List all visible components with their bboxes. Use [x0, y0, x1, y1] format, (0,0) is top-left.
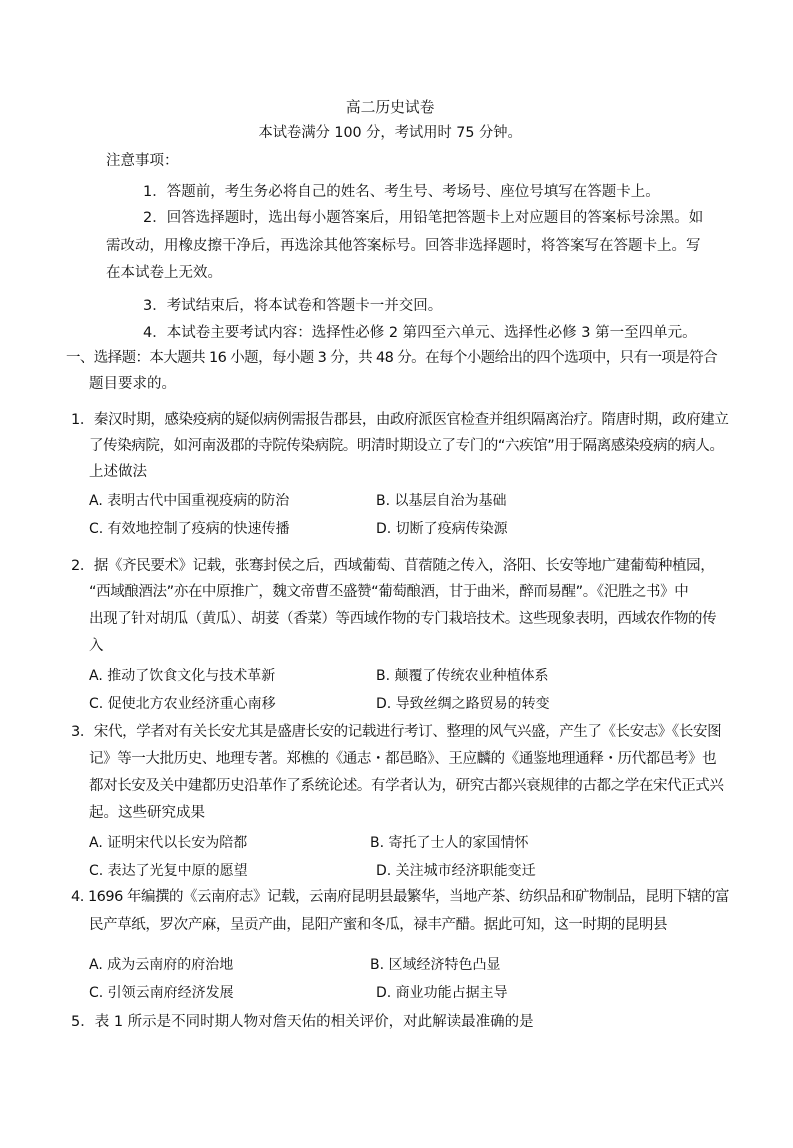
page-subtitle: 本试卷满分 100 分，考试用时 75 分钟。: [258, 125, 522, 141]
option-b[interactable]: B. 寄托了士人的家国情怀: [370, 835, 529, 851]
notice-line: 在本试卷上无效。: [106, 265, 222, 281]
question-text: 记》等一大批历史、地理专著。郑樵的《通志・都邑略》、王应麟的《通鉴地理通释・历代都邑考》也: [89, 751, 717, 767]
option-a[interactable]: A. 证明宋代以长安为陪都: [89, 835, 248, 851]
section-heading: 题目要求的。: [89, 376, 176, 392]
question-text: 了传染病院，如河南汲郡的寺院传染病院。明清时期设立了专门的“六疾馆”用于隔离感染疫病的病人。: [89, 438, 724, 454]
notice-line: 1．答题前，考生务必将自己的姓名、考生号、考场号、座位号填写在答题卡上。: [143, 184, 660, 200]
option-b[interactable]: B. 以基层自治为基础: [376, 493, 507, 509]
option-a[interactable]: A. 推动了饮食文化与技术革新: [89, 668, 276, 684]
option-a[interactable]: A. 表明古代中国重视疫病的防治: [89, 493, 290, 509]
option-d[interactable]: D. 商业功能占据主导: [376, 985, 508, 1001]
option-c[interactable]: C. 有效地控制了疫病的快速传播: [89, 521, 290, 537]
option-a[interactable]: A. 成为云南府的府治地: [89, 957, 234, 973]
page-title: 高二历史试卷: [345, 98, 435, 116]
option-b[interactable]: B. 区域经济特色凸显: [370, 957, 501, 973]
question-text: 起。这些研究成果: [89, 805, 205, 821]
option-d[interactable]: D. 导致丝绸之路贸易的转变: [376, 696, 550, 712]
question-text: 1．秦汉时期，感染疫病的疑似病例需报告郡县，由政府派医官检查并组织隔离治疗。隋唐时期，政府建立: [71, 412, 729, 428]
option-b[interactable]: B. 颠覆了传统农业种植体系: [376, 668, 549, 684]
option-c[interactable]: C. 促使北方农业经济重心南移: [89, 696, 276, 712]
notice-line: 4．本试卷主要考试内容：选择性必修 2 第四至六单元、选择性必修 3 第一至四单元。: [143, 325, 697, 341]
question-text: 上述做法: [89, 464, 147, 480]
option-c[interactable]: C. 表达了光复中原的愿望: [89, 863, 248, 879]
notice-line: 2．回答选择题时，选出每小题答案后，用铅笔把答题卡上对应题目的答案标号涂黑。如: [143, 210, 704, 226]
notice-line: 3．考试结束后，将本试卷和答题卡一并交回。: [143, 298, 443, 314]
question-text: 出现了针对胡瓜（黄瓜）、胡荽（香菜）等西域作物的专门栽培技术。这些现象表明，西域农作物的传: [89, 611, 717, 627]
notice-heading: 注意事项：: [106, 153, 179, 169]
notice-line: 需改动，用橡皮擦干净后，再选涂其他答案标号。回答非选择题时，将答案写在答题卡上。写: [106, 238, 701, 254]
question-text: 3．宋代，学者对有关长安尤其是盛唐长安的记载进行考订、整理的风气兴盛，产生了《长安志》《长安图: [71, 724, 722, 740]
option-c[interactable]: C. 引领云南府经济发展: [89, 985, 234, 1001]
question-text: 2．据《齐民要术》记载，张骞封侯之后，西域葡萄、苜蓿随之传入，洛阳、长安等地广建葡萄种植园，: [71, 558, 715, 574]
question-text: 5．表 1 所示是不同时期人物对詹天佑的相关评价，对此解读最准确的是: [71, 1014, 534, 1030]
question-text: 4. 1696 年编撰的《云南府志》记载，云南府昆明县最繁华，当地产茶、纺织品和矿物制品，昆明下辖的富: [71, 889, 729, 905]
question-text: “西域酿酒法”亦在中原推广，魏文帝曹丕盛赞“葡萄酿酒，甘于曲米，醉而易醒”。《汜胜之书》中: [89, 584, 689, 600]
question-text: 都对长安及关中建都历史沿革作了系统论述。有学者认为，研究古都兴衰规律的古都之学在宋代正式兴: [89, 778, 724, 794]
question-text: 入: [89, 638, 104, 654]
question-text: 民产草纸，罗次产麻，呈贡产曲，昆阳产蜜和冬瓜，禄丰产醋。据此可知，这一时期的昆明县: [89, 917, 668, 933]
section-heading: 一、选择题：本大题共 16 小题，每小题 3 分，共 48 分。在每个小题给出的四个选项中，只有一项是符合: [66, 350, 717, 366]
option-d[interactable]: D. 关注城市经济职能变迁: [376, 863, 536, 879]
option-d[interactable]: D. 切断了疫病传染源: [376, 521, 508, 537]
